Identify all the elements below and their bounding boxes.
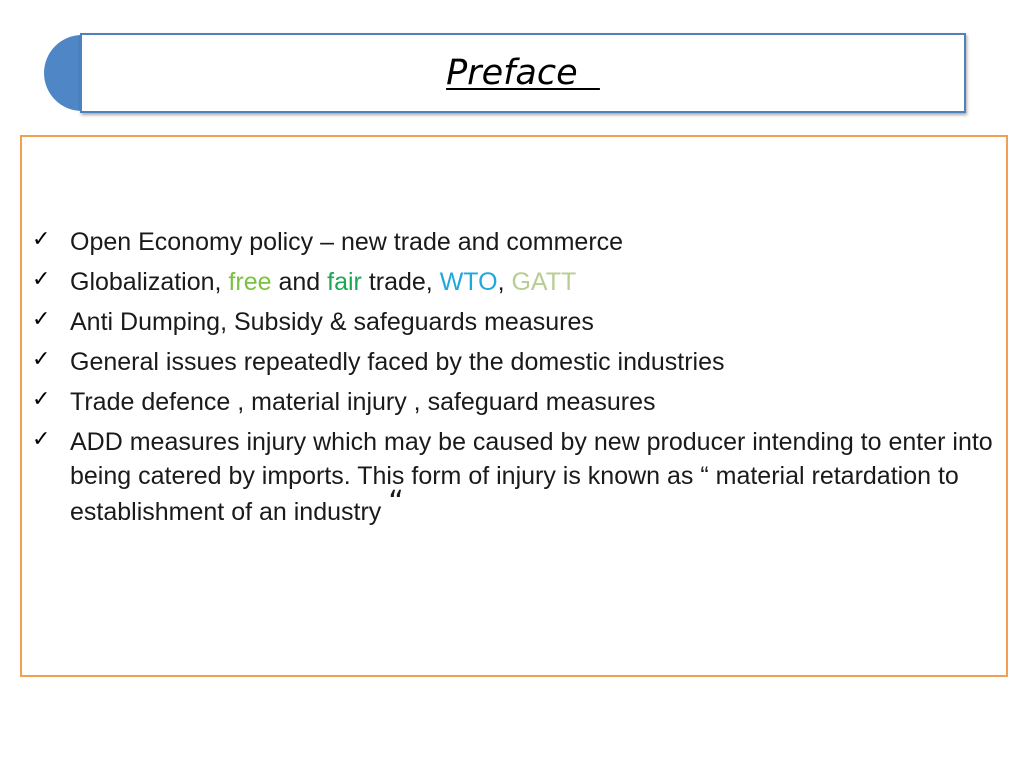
checkmark-icon: ✓ [32,387,51,412]
bullet-list [22,225,1006,535]
bullet-text: General issues repeatedly faced by the domestic industries [70,348,725,376]
content-box [20,135,1008,677]
bullet-text: ADD measures injury which may be caused by new producer intending to enter into being catered by imports. This form of injury is known as “ material retardation to establishment of an industry [70,428,993,526]
slide-title: Preface [446,53,600,93]
bullet-general-issues [22,345,1006,379]
checkmark-icon: ✓ [32,267,51,292]
term-gatt: GATT [511,268,577,296]
term-free: free [228,268,272,296]
bullet-text-part: and [271,268,328,296]
bullet-globalization [22,265,1006,299]
term-wto: WTO [439,268,498,296]
bullet-text: Trade defence , material injury , safeguard measures [70,388,656,416]
bullet-text-part: Globalization, [70,268,229,296]
bullet-trade-defence [22,385,1006,419]
bullet-text: Anti Dumping, Subsidy & safeguards measures [70,308,594,336]
checkmark-icon: ✓ [32,307,51,332]
checkmark-icon: ✓ [32,227,51,252]
closing-quote: “ [388,485,404,520]
checkmark-icon: ✓ [32,347,51,372]
bullet-open-economy [22,225,1006,259]
bullet-text: Open Economy policy – new trade and commerce [70,228,624,256]
bullet-text-part: , [497,268,512,296]
title-box [80,33,966,113]
bullet-add-measures [22,425,1006,529]
bullet-anti-dumping [22,305,1006,339]
checkmark-icon: ✓ [32,427,51,452]
bullet-text-part: trade, [361,268,440,296]
term-fair: fair [327,268,362,296]
